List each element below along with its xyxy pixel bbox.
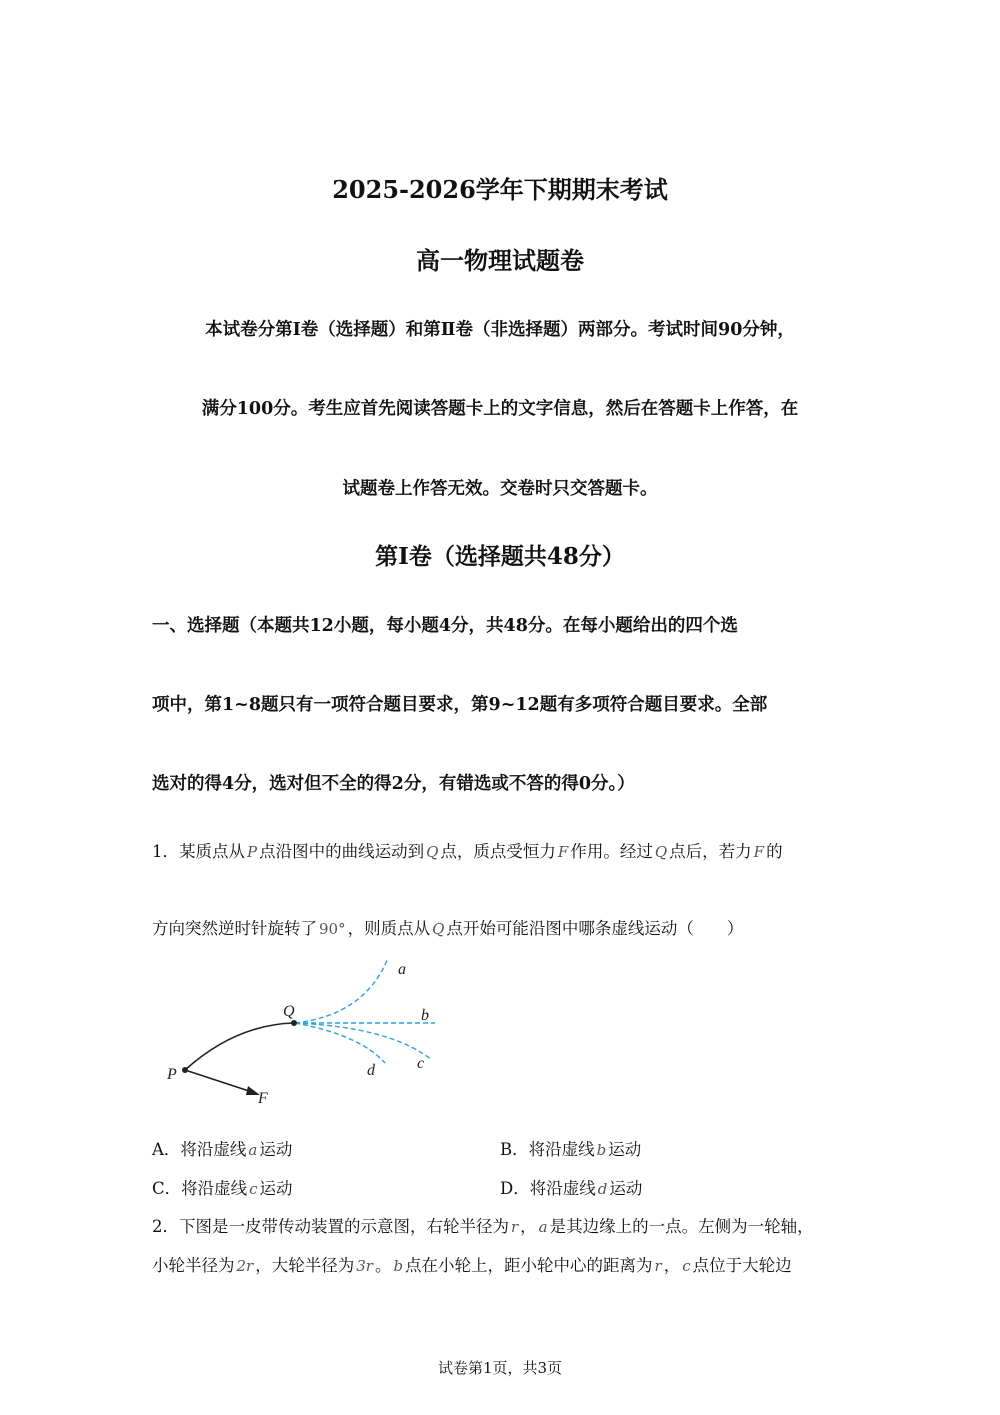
label-c: c — [417, 1055, 425, 1072]
var-a: a — [538, 1218, 548, 1236]
q1-text: 点沿图中的曲线运动到 — [259, 842, 425, 861]
q1-text: 的 — [766, 842, 783, 861]
label-b: b — [421, 1007, 429, 1024]
q1-text: 点后，若力 — [669, 842, 752, 861]
page-footer: 试卷第1页，共3页 — [437, 1359, 563, 1377]
label-p: P — [167, 1066, 177, 1083]
label-d: d — [367, 1062, 375, 1079]
var-c: c — [682, 1257, 691, 1275]
var-f: F — [557, 843, 569, 861]
q2-text: 。 — [374, 1256, 392, 1275]
var-p: P — [247, 843, 258, 861]
point-q — [291, 1020, 297, 1026]
instruction-line-2: 项中，第1~8题只有一项符合题目要求，第9~12题有多项符合题目要求。全部 — [152, 695, 768, 715]
q2-text: 点在小轮上，距小轮中心的距离为 — [405, 1256, 653, 1275]
var-c: c — [249, 1180, 258, 1198]
q2-text: 2．下图是一皮带传动装置的示意图，右轮半径为 — [152, 1217, 509, 1236]
notice-line-3: 试题卷上作答无效。交卷时只交答题卡。 — [342, 479, 658, 499]
question-2-line-1 — [152, 1213, 814, 1237]
dashed-paths — [295, 958, 435, 1063]
option-text: 运动 — [608, 1140, 642, 1159]
var-q: Q — [432, 920, 445, 938]
option-c[interactable] — [152, 1175, 293, 1199]
q2-text: 是其边缘上的一点。左侧为一轮轴， — [549, 1217, 814, 1236]
option-text: C．将沿虚线 — [152, 1179, 248, 1198]
section-title: 第Ⅰ卷（选择题共48分） — [375, 543, 625, 570]
option-b[interactable] — [500, 1136, 641, 1160]
q2-text: 点位于大轮边 — [692, 1256, 792, 1275]
q1-text: 点开始可能沿图中哪条虚线运动（ ） — [446, 919, 744, 938]
q1-text: 点，质点受恒力 — [440, 842, 556, 861]
dashed-path-d — [295, 1023, 385, 1063]
var-r: r — [654, 1257, 662, 1275]
angle-value: 90° — [319, 920, 346, 938]
var-r: r — [511, 1218, 519, 1236]
question-1-line-1 — [152, 838, 783, 862]
q2-text: ，大轮半径为 — [255, 1256, 355, 1275]
exam-title: 2025-2026学年下期期末考试 — [332, 175, 668, 204]
option-text: D．将沿虚线 — [500, 1179, 596, 1198]
var-3r: 3r — [356, 1257, 373, 1275]
var-q: Q — [654, 843, 668, 861]
q2-text: ， — [520, 1217, 537, 1236]
label-q: Q — [283, 1003, 295, 1020]
option-text: 运动 — [259, 1179, 293, 1198]
q1-text: 作用。经过 — [570, 842, 653, 861]
dashed-path-c — [295, 1023, 432, 1060]
var-a: a — [248, 1141, 258, 1159]
var-q: Q — [426, 843, 439, 861]
force-arrow — [185, 1070, 255, 1093]
q1-text: 方向突然逆时针旋转了 — [152, 919, 317, 938]
q2-text: 小轮半径为 — [152, 1256, 235, 1275]
option-a[interactable] — [152, 1136, 292, 1160]
var-b: b — [393, 1257, 404, 1275]
question-1-line-2 — [152, 915, 743, 939]
instruction-line-3: 选对的得4分，选对但不全的得2分，有错选或不答的得0分。） — [152, 774, 635, 794]
label-a: a — [398, 961, 406, 978]
q1-text: ，则质点从 — [347, 919, 431, 938]
var-2r: 2r — [236, 1257, 254, 1275]
question-2-line-2 — [152, 1252, 792, 1276]
dashed-path-a — [295, 958, 388, 1023]
var-b: b — [596, 1141, 607, 1159]
option-text: 运动 — [609, 1179, 643, 1198]
subject-title: 高一物理试题卷 — [416, 246, 584, 275]
option-text: B．将沿虚线 — [500, 1140, 595, 1159]
trajectory-curve — [185, 1023, 293, 1070]
q2-text: ， — [663, 1256, 681, 1275]
label-f: F — [258, 1090, 268, 1107]
motion-figure — [160, 955, 460, 1110]
notice-line-2: 满分100分。考生应首先阅读答题卡上的文字信息，然后在答题卡上作答，在 — [201, 399, 799, 419]
var-d: d — [597, 1180, 608, 1198]
point-p — [182, 1067, 188, 1073]
option-text: 运动 — [259, 1140, 293, 1159]
q1-text: 1．某质点从 — [152, 842, 245, 861]
var-f: F — [753, 843, 765, 861]
notice-line-1: 本试卷分第Ⅰ卷（选择题）和第Ⅱ卷（非选择题）两部分。考试时间90分钟， — [205, 320, 795, 340]
option-d[interactable] — [500, 1175, 642, 1199]
option-text: A．将沿虚线 — [152, 1140, 247, 1159]
instruction-line-1: 一、选择题（本题共12小题，每小题4分，共48分。在每小题给出的四个选 — [152, 616, 738, 636]
